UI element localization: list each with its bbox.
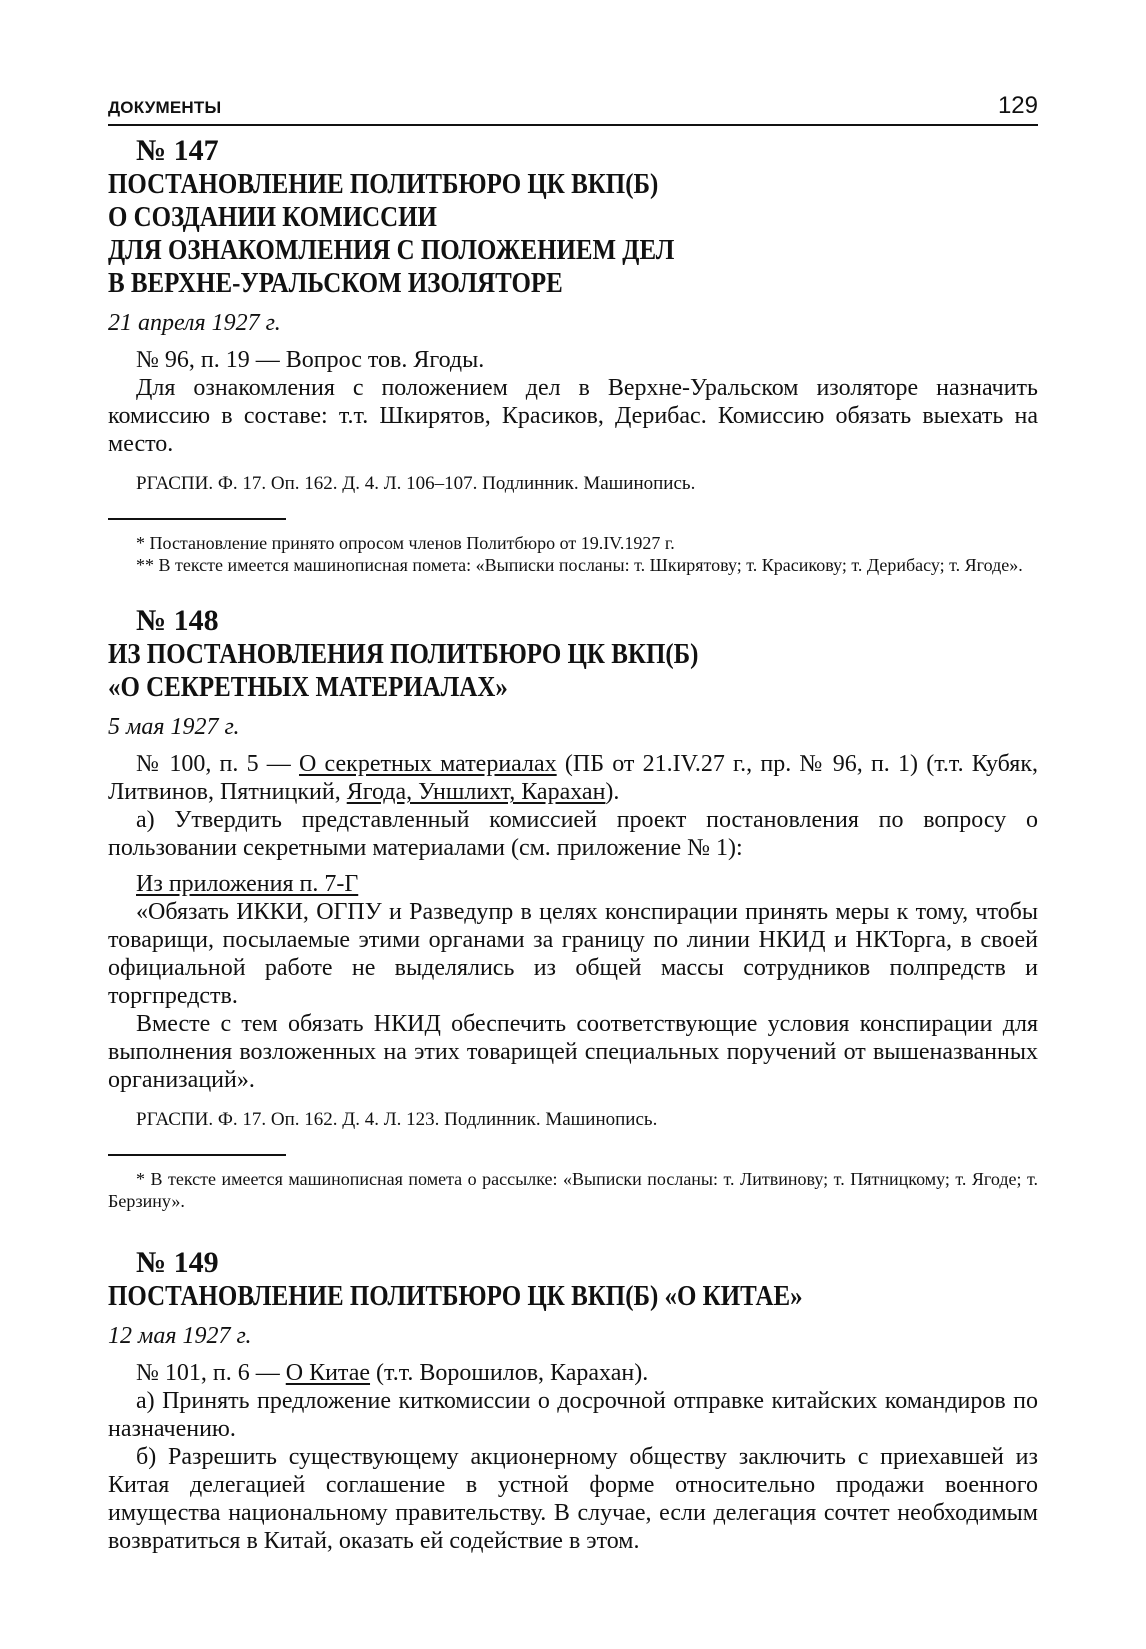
protocol-reference [108, 750, 1038, 806]
footnote: ** В тексте имеется машинописная помета: «Выписки посланы: т. Шкирятову; т. Красикову; т. Дерибасу; т. Ягоде». [136, 555, 1023, 575]
body-paragraph: Для ознакомления с положением дел в Верхне-Уральском изоляторе назначить комиссию в составе: т.т. Шкирятов, Красиков, Дерибас. Комиссию обязать выехать на место. [108, 375, 1038, 457]
footnote: * В тексте имеется машинописная помета о рассылке: «Выписки посланы: т. Литвинову; т. Пятницкому; т. Ягоде; т. Берзину». [108, 1169, 1038, 1211]
footnote: * Постановление принято опросом членов Политбюро от 19.IV.1927 г. [136, 533, 675, 553]
protocol-reference: № 96, п. 19 — Вопрос тов. Ягоды. [136, 347, 485, 373]
document-title-line: В ВЕРХНЕ-УРАЛЬСКОМ ИЗОЛЯТОРЕ [108, 267, 563, 299]
protocol-topic: О Китае [285, 1360, 371, 1386]
quote-paragraph: «Обязать ИККИ, ОГПУ и Разведупр в целях конспирации принять меры к тому, чтобы товарищи, посылаемые этими органами за границу по линии НКИД и НКТорга, в своей официальной работе не выделялись из общей массы сотрудников полпредств и торгпредств. [108, 899, 1038, 1009]
document-title-line: ДЛЯ ОЗНАКОМЛЕНИЯ С ПОЛОЖЕНИЕМ ДЕЛ [108, 234, 675, 266]
appendix-subheading-text: Из приложения п. 7-Г [136, 871, 359, 897]
running-head [108, 92, 1038, 126]
protocol-prefix: № 100, п. 5 — [136, 751, 300, 777]
document-date: 21 апреля 1927 г. [108, 310, 281, 336]
footnote-separator [108, 518, 286, 520]
appendix-subheading [108, 870, 1038, 898]
body-paragraph: б) Разрешить существующему акционерному обществу заключить с приехавшей из Китая делегацией соглашение в устной форме относительно продажи военного имущества национальному правительству. В случае, если делегация сочтет необходимым возвратиться в Китай, оказать ей содействие в этом. [108, 1444, 1038, 1554]
protocol-topic: О секретных материалах [299, 751, 557, 777]
footnote-separator [108, 1154, 286, 1156]
document-number: № 147 [136, 134, 219, 167]
page-number: 129 [997, 92, 1038, 119]
quote-paragraph: Вместе с тем обязать НКИД обеспечить соответствующие условия конспирации для выполнения возложенных на этих товарищей специальных поручений от вышеназванных организаций». [108, 1011, 1038, 1093]
document-147 [108, 134, 1038, 576]
protocol-ref: (ПБ от 21.IV.27 г., пр. № 96, п. 1) (т.т. Кубяк, Литвинов, Пятницкий, [108, 751, 1038, 805]
body-paragraph: а) Принять предложение киткомиссии о досрочной отправке китайских командиров по назначению. [108, 1388, 1038, 1442]
section-title: ДОКУМЕНТЫ [108, 98, 222, 117]
archive-source: РГАСПИ. Ф. 17. Оп. 162. Д. 4. Л. 123. Подлинник. Машинопись. [136, 1109, 658, 1130]
protocol-reference [108, 1359, 1038, 1387]
document-148 [108, 604, 1038, 1212]
document-date: 12 мая 1927 г. [108, 1323, 252, 1349]
archive-source: РГАСПИ. Ф. 17. Оп. 162. Д. 4. Л. 106–107. Подлинник. Машинопись. [136, 473, 696, 494]
body-paragraph: а) Утвердить представленный комиссией проект постановления по вопросу о пользовании секретными материалами (см. приложение № 1): [108, 807, 1038, 861]
document-date: 5 мая 1927 г. [108, 714, 240, 740]
document-title-line: «О СЕКРЕТНЫХ МАТЕРИАЛАХ» [108, 671, 508, 703]
protocol-prefix: № 101, п. 6 — [136, 1360, 286, 1386]
protocol-end: (т.т. Ворошилов, Карахан). [370, 1360, 649, 1386]
document-number: № 148 [136, 604, 219, 637]
document-number: № 149 [136, 1246, 219, 1279]
document-title-line: О СОЗДАНИИ КОМИССИИ [108, 201, 437, 233]
document-title-line: ПОСТАНОВЛЕНИЕ ПОЛИТБЮРО ЦК ВКП(Б) «О КИТАЕ» [108, 1280, 803, 1312]
document-title-line: ПОСТАНОВЛЕНИЕ ПОЛИТБЮРО ЦК ВКП(Б) [108, 168, 659, 200]
protocol-end: ). [605, 779, 620, 805]
protocol-underlined-names: Ягода, Уншлихт, Карахан [346, 779, 606, 805]
document-title-line: ИЗ ПОСТАНОВЛЕНИЯ ПОЛИТБЮРО ЦК ВКП(Б) [108, 638, 699, 670]
document-149 [108, 1246, 1038, 1555]
